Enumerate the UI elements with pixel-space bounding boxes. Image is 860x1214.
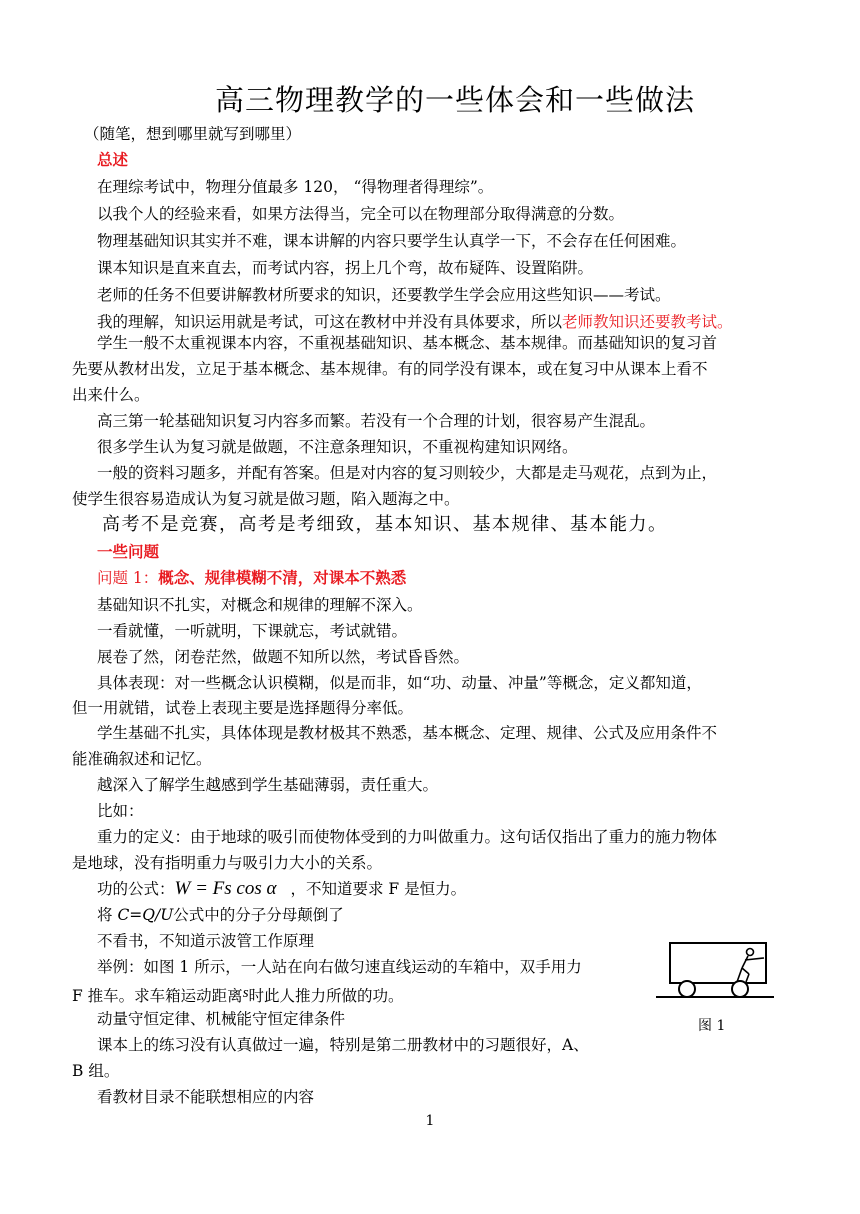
- paragraph-line: 学生基础不扎实，具体体现是教材极其不熟悉，基本概念、定理、规律、公式及应用条件不: [97, 724, 718, 742]
- person-icon: [737, 949, 764, 983]
- paragraph-text: ，不知道要求 F 是恒力。: [290, 880, 467, 898]
- paragraph: 高三第一轮基础知识复习内容多而繁。若没有一个合理的计划，很容易产生混乱。: [97, 412, 656, 430]
- paragraph-line: 能准确叙述和记忆。: [72, 750, 212, 768]
- section-heading-problems: 一些问题: [97, 542, 160, 561]
- paragraph: 物理基础知识其实并不难，课本讲解的内容只要学生认真学一下，不会存在任何困难。: [97, 232, 687, 250]
- highlighted-text: 老师教知识还要教考试。: [562, 313, 733, 331]
- paragraph: 在理综考试中，物理分值最多 120， “得物理者得理综”。: [97, 178, 494, 196]
- paragraph-line: 使学生很容易造成认为复习就是做习题，陷入题海之中。: [72, 490, 460, 508]
- paragraph: 一看就懂，一听就明，下课就忘，考试就错。: [97, 622, 408, 640]
- paragraph-text: 将: [97, 906, 118, 924]
- cart-wheel-right: [732, 981, 748, 997]
- paragraph-line: 出来什么。: [72, 386, 150, 404]
- paragraph: 动量守恒定律、机械能守恒定律条件: [97, 1010, 346, 1028]
- paragraph: 课本知识是直来直去，而考试内容，拐上几个弯，故布疑阵、设置陷阱。: [97, 259, 594, 277]
- cart-wheel-left: [679, 981, 695, 997]
- paragraph: 以我个人的经验来看，如果方法得当，完全可以在物理部分取得满意的分数。: [97, 205, 625, 223]
- paragraph: 很多学生认为复习就是做题，不注意条理知识，不重视构建知识网络。: [97, 438, 578, 456]
- paragraph-text: 功的公式：: [97, 880, 175, 898]
- paragraph-text: 时此人推力所做的功。: [248, 987, 404, 1005]
- emphasis-statement: 高考不是竞赛，高考是考细致，基本知识、基本规律、基本能力。: [102, 514, 668, 535]
- capacitance-formula: C=Q/U: [117, 906, 174, 924]
- work-formula: W = Fs cos α: [174, 878, 277, 899]
- paragraph: 老师的任务不但要讲解教材所要求的知识，还要教学生学会应用这些知识——考试。: [97, 286, 671, 304]
- paragraph-line: 先要从教材出发，立足于基本概念、基本规律。有的同学没有课本，或在复习中从课本上看不: [72, 360, 708, 378]
- paragraph: 越深入了解学生越感到学生基础薄弱，责任重大。: [97, 776, 439, 794]
- page-number: 1: [425, 1113, 435, 1129]
- figure-caption: 图 1: [698, 1018, 726, 1034]
- problem-label: 问题 1：: [97, 569, 159, 587]
- paragraph: 展卷了然，闭卷茫然，做题不知所以然，考试昏昏然。: [97, 648, 470, 666]
- paragraph: 不看书，不知道示波管工作原理: [97, 932, 315, 950]
- paragraph: 比如：: [97, 802, 144, 820]
- paragraph-line: B 组。: [72, 1062, 120, 1080]
- paragraph-line: 重力的定义：由于地球的吸引而使物体受到的力叫做重力。这句话仅指出了重力的施力物体: [97, 828, 718, 846]
- formula-line: [97, 879, 792, 899]
- paragraph-text: F 推车。求车箱运动距离: [72, 987, 243, 1005]
- paragraph: 基础知识不扎实，对概念和规律的理解不深入。: [97, 596, 423, 614]
- paragraph: [97, 905, 792, 925]
- distance-symbol: s: [242, 985, 249, 1001]
- paragraph-line: 是地球，没有指明重力与吸引力大小的关系。: [72, 854, 383, 872]
- subtitle: （随笔，想到哪里就写到哪里）: [84, 125, 302, 143]
- page-title: 高三物理教学的一些体会和一些做法: [214, 83, 695, 117]
- paragraph: 看教材目录不能联想相应的内容: [97, 1088, 315, 1106]
- section-heading-overview: 总述: [97, 150, 129, 169]
- cart-figure: [652, 940, 782, 1010]
- paragraph-line: 一般的资料习题多，并配有答案。但是对内容的复习则较少，大都是走马观花，点到为止，: [97, 464, 718, 482]
- problem-heading: [97, 568, 792, 588]
- paragraph-line: 但一用就错，试卷上表现主要是选择题得分率低。: [72, 699, 414, 717]
- paragraph-line: 具体表现：对一些概念认识模糊，似是而非，如“功、动量、冲量”等概念，定义都知道，: [97, 674, 702, 692]
- paragraph-line: 学生一般不太重视课本内容，不重视基础知识、基本概念、基本规律。而基础知识的复习首: [97, 334, 718, 352]
- paragraph-text: 我的理解，知识运用就是考试，可这在教材中并没有具体要求，所以: [97, 313, 563, 331]
- paragraph-line: 课本上的练习没有认真做过一遍，特别是第二册教材中的习题很好，A、: [97, 1036, 589, 1054]
- paragraph: [97, 312, 792, 332]
- problem-title: 概念、规律模糊不清，对课本不熟悉: [158, 568, 407, 587]
- paragraph-line: 举例：如图 1 所示，一人站在向右做匀速直线运动的车箱中，双手用力: [97, 958, 582, 976]
- paragraph-text: 公式中的分子分母颠倒了: [173, 906, 344, 924]
